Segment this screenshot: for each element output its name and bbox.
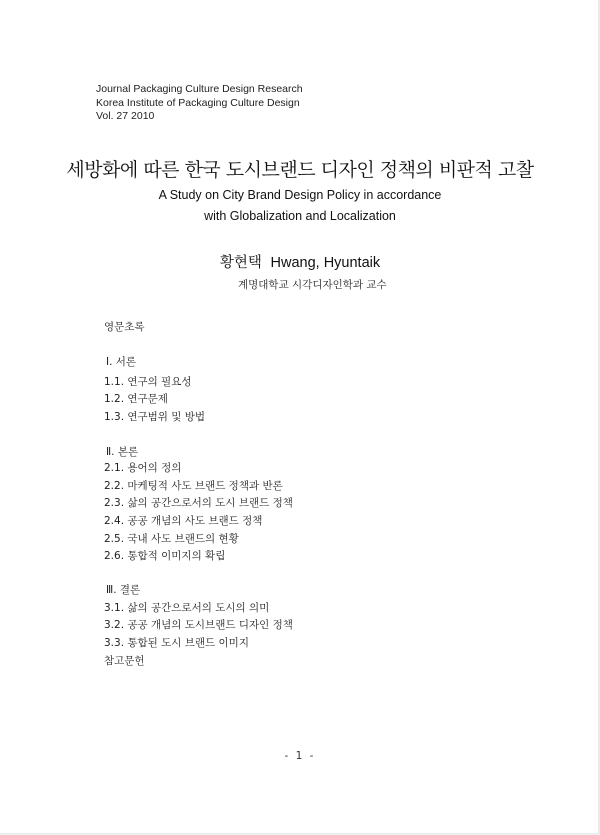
author-affiliation: 계명대학교 시각디자인학과 교수 — [238, 279, 387, 291]
page-number: - 1 - — [284, 750, 316, 762]
toc-section2-heading: Ⅱ. 본론 — [106, 446, 139, 458]
toc-item: 2.5. 국내 사도 브랜드의 현황 — [104, 533, 239, 545]
journal-name: Journal Packaging Culture Design Research — [96, 83, 303, 95]
toc-item: 1.2. 연구문제 — [104, 393, 168, 405]
paper-title-korean: 세방화에 따른 한국 도시브랜드 디자인 정책의 비판적 고찰 — [66, 159, 534, 181]
toc-section3-heading: Ⅲ. 결론 — [106, 584, 141, 596]
paper-title-english-line1: A Study on City Brand Design Policy in accordance — [158, 188, 442, 202]
toc-item: 2.4. 공공 개념의 사도 브랜드 정책 — [104, 515, 263, 527]
journal-volume: Vol. 27 2010 — [96, 110, 155, 122]
toc-item: 3.1. 삶의 공간으로서의 도시의 의미 — [104, 602, 270, 614]
journal-publisher: Korea Institute of Packaging Culture Design — [96, 96, 300, 109]
author-name-english: Hwang, Hyuntaik — [270, 255, 381, 271]
toc-item: 2.3. 삶의 공간으로서의 도시 브랜드 정책 — [104, 497, 293, 509]
toc-item: 2.1. 용어의 정의 — [104, 462, 182, 474]
toc-item: 3.2. 공공 개념의 도시브랜드 디자인 정책 — [104, 619, 293, 631]
author-name-korean: 황현택 — [219, 255, 262, 271]
toc-abstract: 영문초록 — [104, 321, 145, 333]
paper-title-english-line2: with Globalization and Localization — [204, 209, 396, 223]
paper-title-english — [0, 185, 600, 227]
author-line — [0, 251, 600, 272]
toc-item: 1.1. 연구의 필요성 — [104, 376, 192, 388]
toc-item: 1.3. 연구범위 및 방법 — [104, 411, 206, 423]
toc-section1-heading: Ⅰ. 서론 — [106, 356, 137, 368]
toc-item: 2.2. 마케팅적 사도 브랜드 정책과 반론 — [104, 480, 283, 492]
journal-info — [96, 83, 303, 124]
toc-item: 2.6. 통합적 이미지의 확립 — [104, 550, 226, 562]
toc-references: 참고문헌 — [104, 655, 145, 667]
toc-item: 3.3. 통합된 도시 브랜드 이미지 — [104, 637, 249, 649]
